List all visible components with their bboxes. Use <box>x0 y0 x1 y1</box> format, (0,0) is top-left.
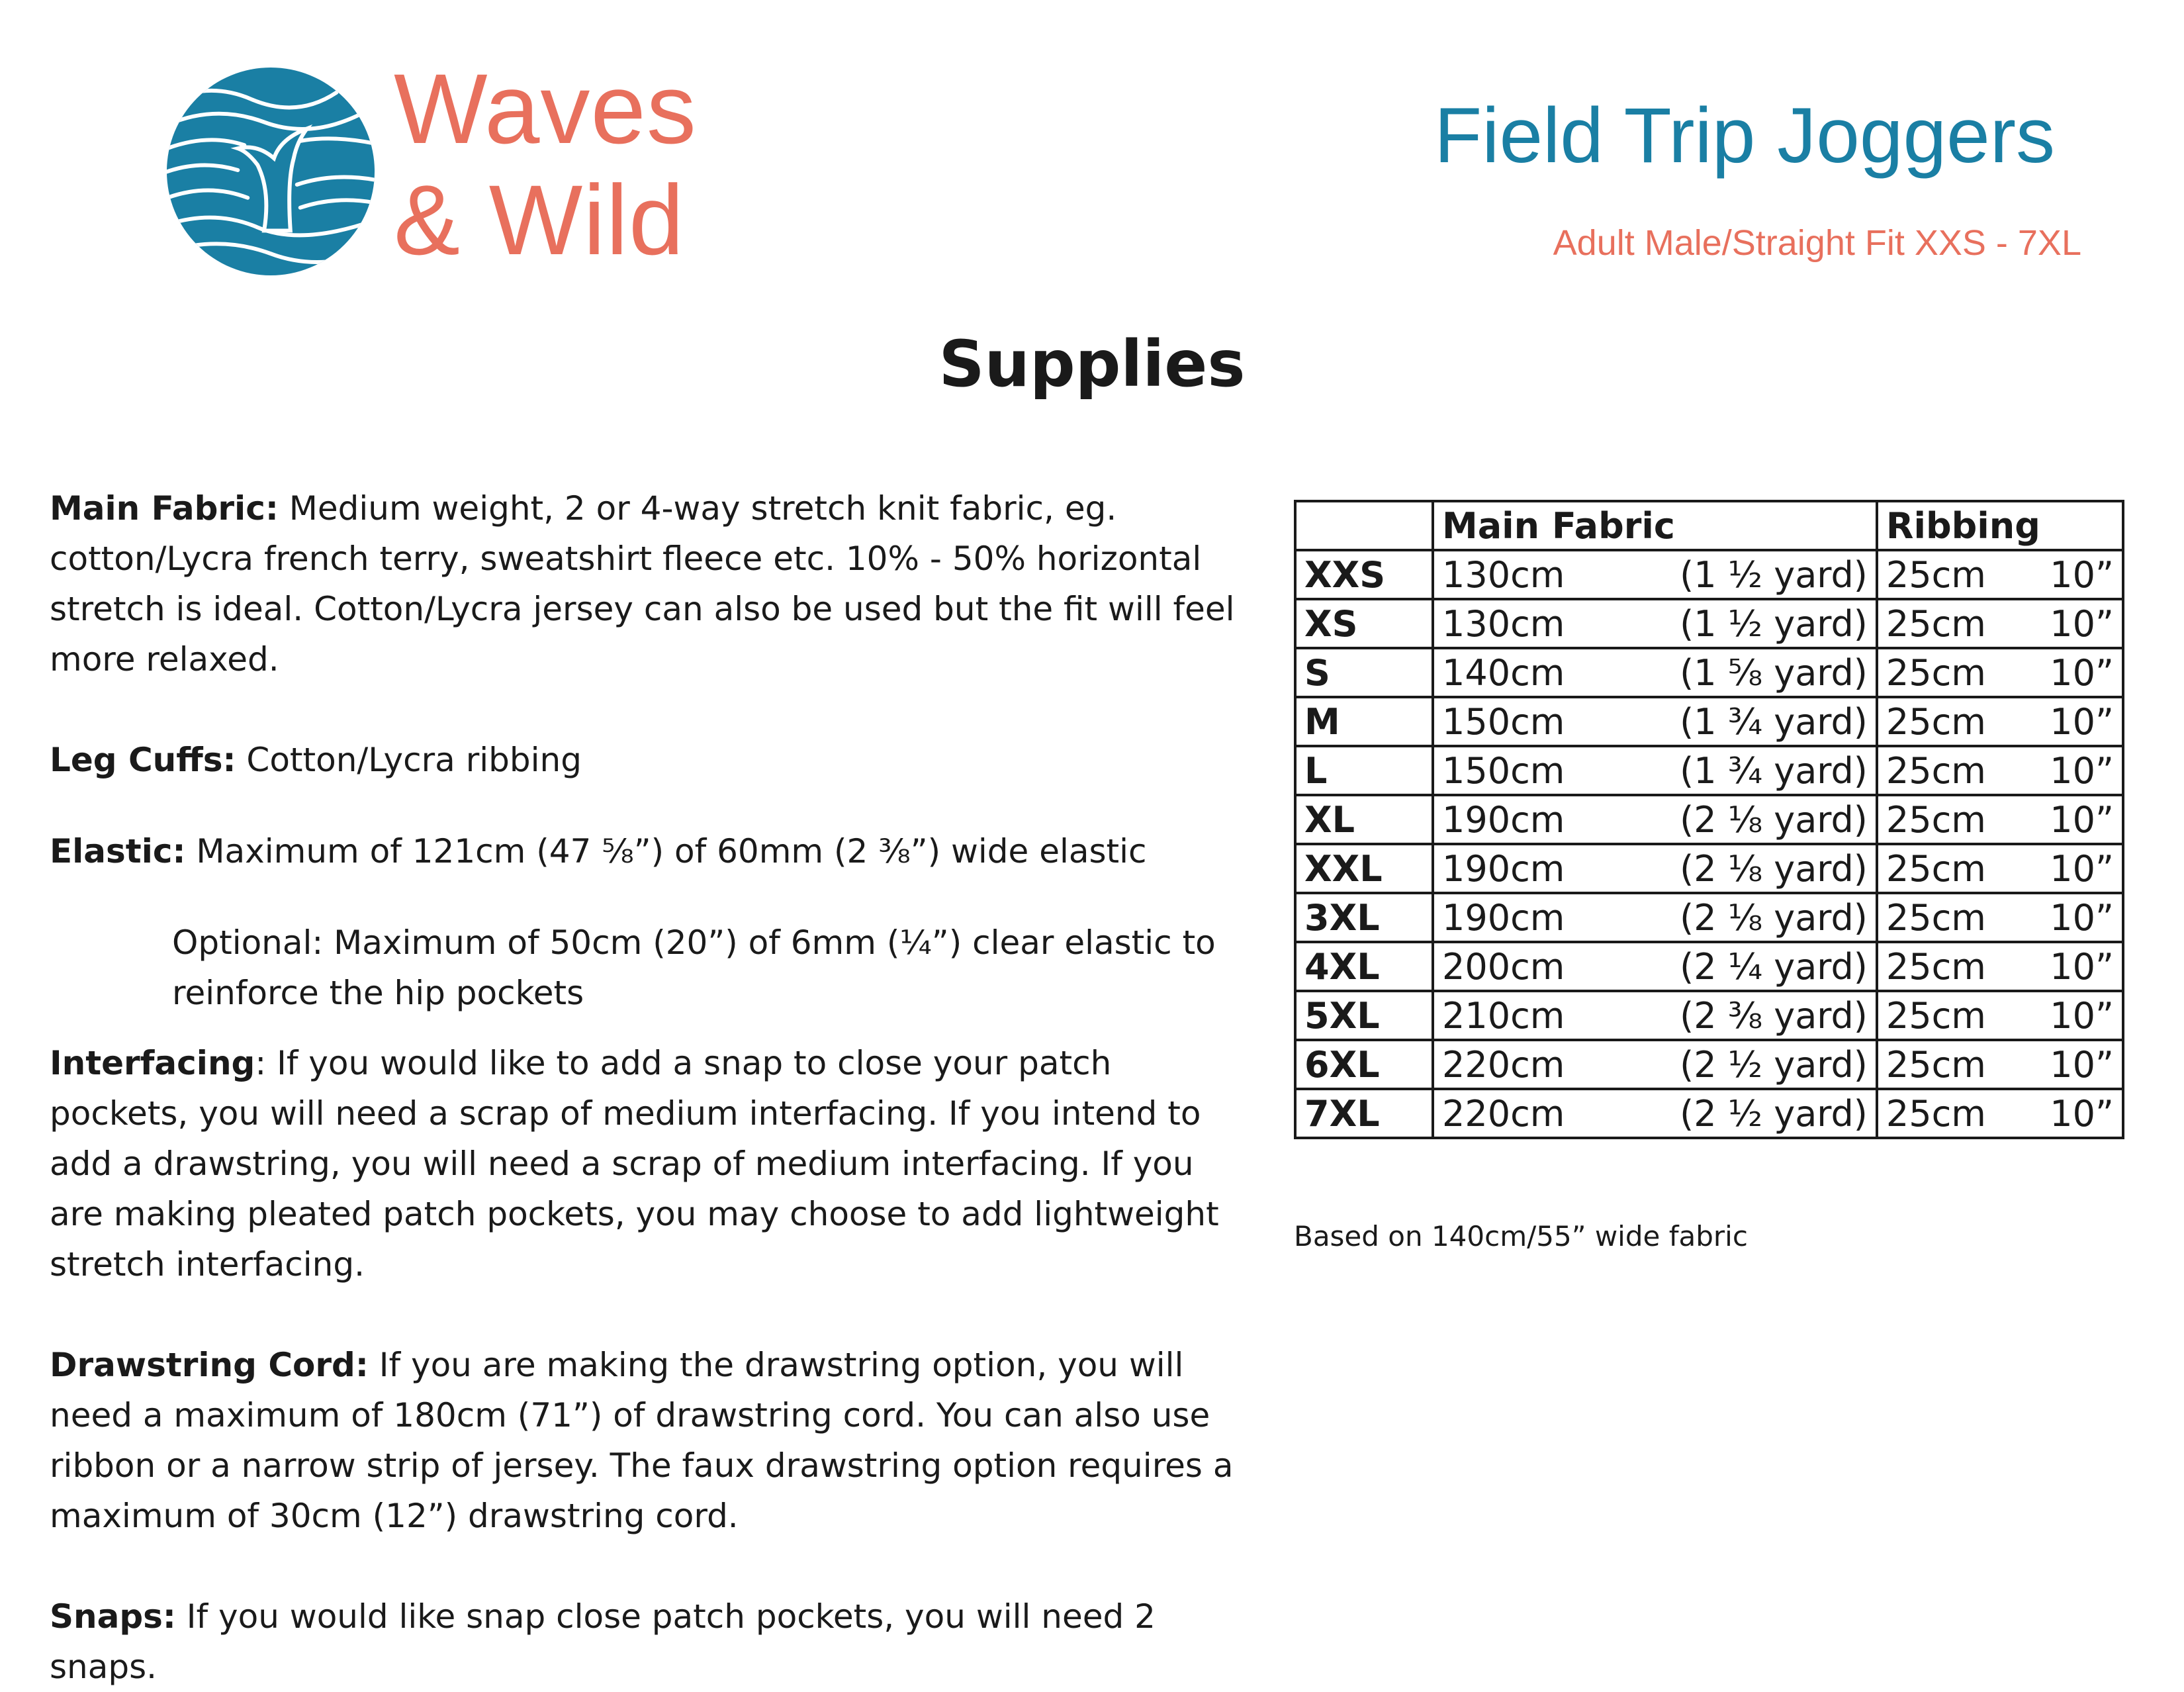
supply-label: Main Fabric: <box>50 489 279 528</box>
table-header-row <box>1295 501 2123 550</box>
main-fabric-cell <box>1433 599 1877 648</box>
main-fabric-cm: 190cm <box>1442 798 1565 841</box>
main-fabric-cell <box>1433 893 1877 942</box>
ribbing-inch: 10” <box>2050 896 2114 939</box>
ribbing-inch: 10” <box>2050 651 2114 694</box>
supply-text: : If you would like to add a snap to close your patch pockets, you will need a scrap of medium interfacing. If you intend to add a drawstring, you will need a scrap of medium interfacing. If you are making pleated patch pockets, you may choose to add lightweight stretch interfacing. <box>50 1044 1219 1284</box>
ribbing-cell <box>1877 697 2123 746</box>
ribbing-cm: 25cm <box>1886 1043 1986 1086</box>
main-fabric-cell <box>1433 1040 1877 1089</box>
supply-elastic-optional: Optional: Maximum of 50cm (20”) of 6mm (¼”) clear elastic to reinforce the hip pockets <box>172 923 1216 1012</box>
ribbing-cell <box>1877 893 2123 942</box>
main-fabric-yard: (2 ⅛ yard) <box>1680 896 1868 939</box>
supply-interfacing <box>50 1038 1241 1290</box>
main-fabric-yard: (2 ½ yard) <box>1680 1092 1868 1135</box>
ribbing-cell <box>1877 648 2123 697</box>
main-fabric-cm: 190cm <box>1442 847 1565 890</box>
main-fabric-cell <box>1433 1089 1877 1138</box>
supply-text: If you are making the drawstring option, you will need a maximum of 180cm (71”) of drawstring cord. You can also use ribbon or a narrow strip of jersey. The faux drawstring option requires a maximum of 30cm (12”) drawstring cord. <box>50 1346 1234 1535</box>
ribbing-inch: 10” <box>2050 994 2114 1037</box>
size-cell: XL <box>1295 795 1433 844</box>
main-fabric-cm: 220cm <box>1442 1092 1565 1135</box>
size-cell: 6XL <box>1295 1040 1433 1089</box>
main-fabric-yard: (2 ¼ yard) <box>1680 945 1868 988</box>
main-fabric-yard: (2 ½ yard) <box>1680 1043 1868 1086</box>
brand-line-1: Waves <box>394 53 697 164</box>
supplies-list <box>50 483 1241 1692</box>
brand-wordmark <box>394 53 697 275</box>
main-fabric-yard: (1 ¾ yard) <box>1680 749 1868 792</box>
main-fabric-yard: (2 ⅛ yard) <box>1680 847 1868 890</box>
supply-main-fabric <box>50 483 1241 684</box>
ribbing-cm: 25cm <box>1886 651 1986 694</box>
table-row <box>1295 991 2123 1040</box>
supply-text: If you would like snap close patch pockets, you will need 2 snaps. <box>50 1597 1156 1686</box>
table-row <box>1295 746 2123 795</box>
ribbing-cm: 25cm <box>1886 749 1986 792</box>
ribbing-cell <box>1877 1040 2123 1089</box>
supply-text: Cotton/Lycra ribbing <box>236 741 582 779</box>
main-fabric-cm: 130cm <box>1442 553 1565 596</box>
ribbing-cell <box>1877 550 2123 599</box>
main-fabric-yard: (2 ⅜ yard) <box>1680 994 1868 1037</box>
size-cell: M <box>1295 697 1433 746</box>
supply-elastic <box>50 826 1241 876</box>
main-fabric-cm: 190cm <box>1442 896 1565 939</box>
size-cell: 5XL <box>1295 991 1433 1040</box>
ribbing-inch: 10” <box>2050 847 2114 890</box>
ribbing-cell <box>1877 991 2123 1040</box>
ribbing-cm: 25cm <box>1886 896 1986 939</box>
supply-label: Drawstring Cord: <box>50 1346 369 1384</box>
table-row <box>1295 550 2123 599</box>
supply-text: Medium weight, 2 or 4-way stretch knit fabric, eg. cotton/Lycra french terry, sweatshirt fleece etc. 10% - 50% horizontal stretch is ideal. Cotton/Lycra jersey can also be used but the fit will feel more relaxed. <box>50 489 1235 679</box>
size-cell: 4XL <box>1295 942 1433 991</box>
ribbing-cm: 25cm <box>1886 553 1986 596</box>
ribbing-inch: 10” <box>2050 749 2114 792</box>
size-cell: 3XL <box>1295 893 1433 942</box>
supply-label: Leg Cuffs: <box>50 741 236 779</box>
ribbing-cm: 25cm <box>1886 945 1986 988</box>
table-row <box>1295 599 2123 648</box>
table-row <box>1295 942 2123 991</box>
table-row <box>1295 795 2123 844</box>
main-fabric-cell <box>1433 942 1877 991</box>
main-fabric-cm: 130cm <box>1442 602 1565 645</box>
main-fabric-yard: (1 ½ yard) <box>1680 553 1868 596</box>
main-fabric-cm: 140cm <box>1442 651 1565 694</box>
table-row <box>1295 648 2123 697</box>
main-fabric-cell <box>1433 746 1877 795</box>
main-fabric-cell <box>1433 697 1877 746</box>
table-footnote: Based on 140cm/55” wide fabric <box>1294 1220 1748 1252</box>
pattern-subtitle: Adult Male/Straight Fit XXS - 7XL <box>1553 223 2081 263</box>
main-fabric-cm: 210cm <box>1442 994 1565 1037</box>
ribbing-cm: 25cm <box>1886 994 1986 1037</box>
ribbing-cell <box>1877 599 2123 648</box>
main-fabric-yard: (1 ½ yard) <box>1680 602 1868 645</box>
fabric-requirements-table <box>1294 500 2124 1139</box>
ribbing-cell <box>1877 1089 2123 1138</box>
ribbing-inch: 10” <box>2050 798 2114 841</box>
size-cell: XXS <box>1295 550 1433 599</box>
table-row <box>1295 1040 2123 1089</box>
size-cell: 7XL <box>1295 1089 1433 1138</box>
main-fabric-cell <box>1433 550 1877 599</box>
table-row <box>1295 1089 2123 1138</box>
table-header-ribbing: Ribbing <box>1877 501 2123 550</box>
ribbing-cm: 25cm <box>1886 847 1986 890</box>
ribbing-inch: 10” <box>2050 1092 2114 1135</box>
size-cell: L <box>1295 746 1433 795</box>
ribbing-cell <box>1877 942 2123 991</box>
table-header-size <box>1295 501 1433 550</box>
size-cell: XXL <box>1295 844 1433 893</box>
whale-tail-waves-icon <box>165 66 376 277</box>
supply-drawstring <box>50 1340 1241 1541</box>
brand-line-2: & Wild <box>394 164 685 275</box>
ribbing-cell <box>1877 795 2123 844</box>
main-fabric-cm: 150cm <box>1442 700 1565 743</box>
section-title: Supplies <box>938 327 1246 401</box>
size-cell: S <box>1295 648 1433 697</box>
table-row <box>1295 893 2123 942</box>
ribbing-cell <box>1877 844 2123 893</box>
pattern-title: Field Trip Joggers <box>1434 92 2055 179</box>
supply-label: Elastic: <box>50 832 186 870</box>
main-fabric-cm: 200cm <box>1442 945 1565 988</box>
ribbing-inch: 10” <box>2050 945 2114 988</box>
ribbing-inch: 10” <box>2050 602 2114 645</box>
ribbing-inch: 10” <box>2050 1043 2114 1086</box>
main-fabric-cell <box>1433 844 1877 893</box>
table-header-main-fabric: Main Fabric <box>1433 501 1877 550</box>
table-row <box>1295 697 2123 746</box>
main-fabric-cm: 150cm <box>1442 749 1565 792</box>
main-fabric-cell <box>1433 991 1877 1040</box>
supply-snaps <box>50 1591 1241 1692</box>
size-cell: XS <box>1295 599 1433 648</box>
main-fabric-cm: 220cm <box>1442 1043 1565 1086</box>
main-fabric-yard: (2 ⅛ yard) <box>1680 798 1868 841</box>
supply-leg-cuffs <box>50 735 1241 785</box>
ribbing-cm: 25cm <box>1886 798 1986 841</box>
main-fabric-yard: (1 ⅝ yard) <box>1680 651 1868 694</box>
ribbing-cell <box>1877 746 2123 795</box>
supply-label: Snaps: <box>50 1597 176 1636</box>
table-row <box>1295 844 2123 893</box>
supply-text: Maximum of 121cm (47 ⅝”) of 60mm (2 ⅜”) wide elastic <box>185 832 1147 870</box>
supply-label: Interfacing <box>50 1044 255 1082</box>
ribbing-cm: 25cm <box>1886 602 1986 645</box>
ribbing-cm: 25cm <box>1886 1092 1986 1135</box>
main-fabric-cell <box>1433 648 1877 697</box>
ribbing-inch: 10” <box>2050 700 2114 743</box>
main-fabric-cell <box>1433 795 1877 844</box>
ribbing-inch: 10” <box>2050 553 2114 596</box>
ribbing-cm: 25cm <box>1886 700 1986 743</box>
main-fabric-yard: (1 ¾ yard) <box>1680 700 1868 743</box>
